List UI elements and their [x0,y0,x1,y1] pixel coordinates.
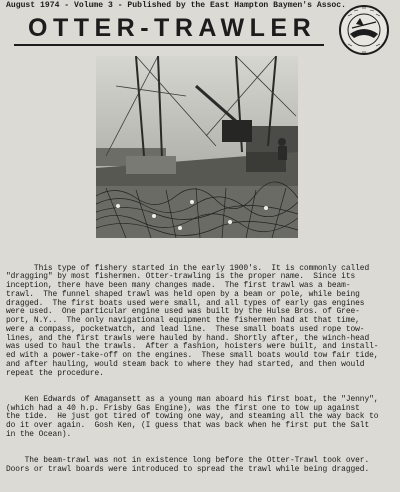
title-underline [14,44,324,46]
fishing-boat-nets-photo [96,56,298,238]
article-paragraph-2: Ken Edwards of Amagansett as a young man aboard his first boat, the "Jenny", (which had a 40 h.p. Frisby Gas Engine), was the first one to tow up against the tide. He just got tired of towing one way, and steaming all the way back to do it over again. Gosh Ken, (I guess that was back when he first put the Salt in the Ocean). [6,394,379,439]
masthead-line: August 1974 - Volume 3 - Published by the East Hampton Baymen's Assoc. [6,1,346,10]
page-title: OTTER-TRAWLER [28,14,317,42]
association-seal-logo [338,4,390,56]
article-paragraph-1: This type of fishery started in the early 1900's. It is commonly called "dragging" by most fishermen. Otter-trawling is the proper name. Since its inception, there have been many changes made. The first trawl was a beam- trawl. The funnel shaped trawl was held open by a beam or pole, while being dragged. The first boats used were small, and all types of early gas engines were used. One particular engine used was built by the Hulse Bros. of Gree- port, N.Y.. The only navigational equipment the fishermen had at that time, were a compass, pocketwatch, and lead line. These small boats used rope tow- lines, and the first trawls were hauled by hand. Shortly after, the winch-head was used to haul the trawls. After a fashion, hoisters were built, and install- ed with a power-take-off on the engines. These small boats would tow fair tide, and after hauling, would steam back to where they had started, and then would repeat the procedure. [6,263,379,378]
article-body [6,247,396,492]
boat-photo-illustration [96,56,298,238]
article-paragraph-3: The beam-trawl was not in existence long before the Otter-Trawl took over. Doors or trawl boards were introduced to spread the trawl while being dragged. [6,456,370,474]
